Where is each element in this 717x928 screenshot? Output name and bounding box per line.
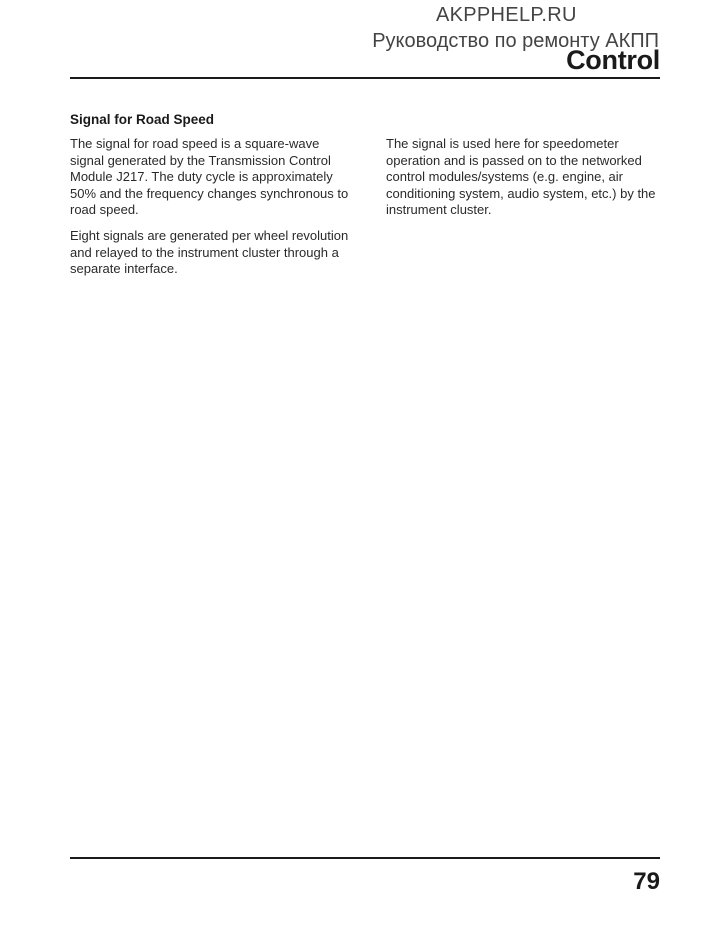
- watermark-site: AKPPHELP.RU: [436, 4, 577, 26]
- paragraph: The signal is used here for speedometer operation and is passed on to the networked control modules/systems (e.g. engine, air conditioning system, audio system, etc.) by the instrument cluster.: [386, 136, 656, 218]
- header-rule: [70, 77, 660, 79]
- paragraph: The signal for road speed is a square-wave signal generated by the Transmission Control Module J217. The duty cycle is approximately 50% and the frequency changes synchronous to road speed.: [70, 136, 349, 218]
- watermark-subtitle: Руководство по ремонту АКПП: [372, 30, 659, 52]
- footer-rule: [70, 857, 660, 859]
- page-number: 79: [633, 868, 660, 895]
- section-heading: Signal for Road Speed: [70, 112, 215, 127]
- left-column: [70, 136, 355, 287]
- right-column: [386, 136, 676, 228]
- section-title: Control: [566, 45, 660, 75]
- paragraph: Eight signals are generated per wheel revolution and relayed to the instrument cluster through a separate interface.: [70, 227, 349, 277]
